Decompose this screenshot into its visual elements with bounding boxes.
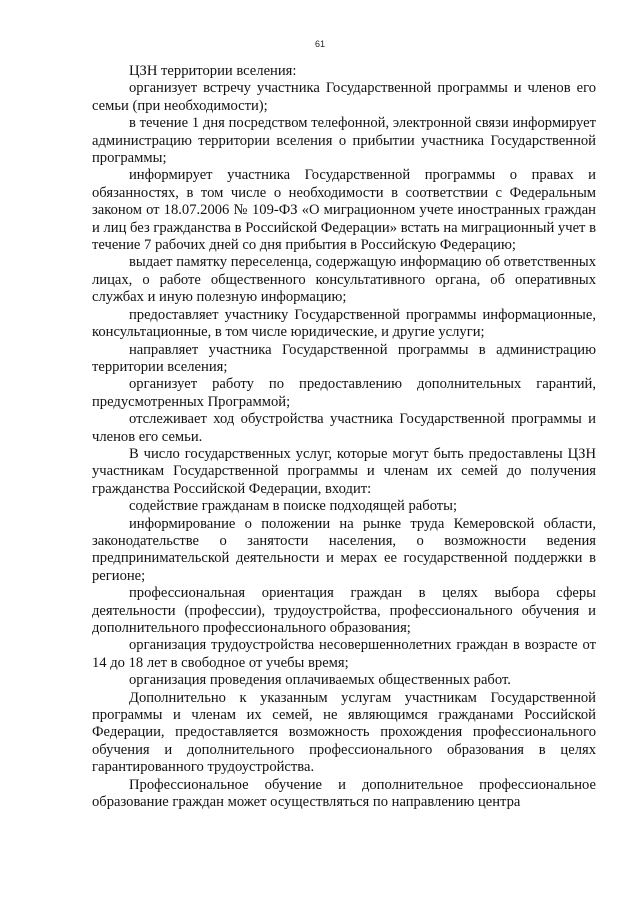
document-body bbox=[92, 63, 596, 811]
paragraph: организация проведения оплачиваемых общественных работ. bbox=[129, 672, 511, 689]
paragraph: отслеживает ход обустройства участника Государственной программы и членов его семьи. bbox=[92, 411, 596, 445]
paragraph: В число государственных услуг, которые могут быть предоставлены ЦЗН участникам Государственной программы и членам их семей до получения гражданства Российской Федерации, входит: bbox=[92, 445, 596, 497]
paragraph: организует встречу участника Государственной программы и членов его семьи (при необходимости); bbox=[92, 80, 596, 114]
paragraph: выдает памятку переселенца, содержащую информацию об ответственных лицах, о работе общественного консультативного органа, об оперативных службах и иную полезную информацию; bbox=[92, 254, 596, 306]
paragraph: предоставляет участнику Государственной программы информационные, консультационные, в том числе юридические, и другие услуги; bbox=[92, 306, 596, 341]
paragraph: ЦЗН территории вселения: bbox=[129, 63, 297, 79]
paragraph: Профессиональное обучение и дополнительное профессиональное образование граждан может осуществляться по направлению центра bbox=[92, 776, 596, 811]
paragraph: Дополнительно к указанным услугам участникам Государственной программы и членам их семей, не являющимся гражданами Российской Федерации, предоставляется возможность прохождения профессионального обучения и дополнительного профессионального образования в целях гарантированного трудоустройства. bbox=[92, 689, 596, 776]
paragraph: информирует участника Государственной программы о правах и обязанностях, в том числе о необходимости в соответствии с Федеральным законом от 18.07.2006 № 109-ФЗ «О миграционном учете иностранных граждан и лиц без гражданства в Российской Федерации» встать на миграционный учет в течение 7 рабочих дней со дня прибытия в Российскую Федерацию; bbox=[92, 167, 596, 254]
page-number: 61 bbox=[314, 39, 325, 49]
paragraph: организует работу по предоставлению дополнительных гарантий, предусмотренных Программой; bbox=[92, 376, 596, 410]
paragraph: информирование о положении на рынке труда Кемеровской области, законодательстве о занятости населения, о возможности ведения предпринимательской деятельности и мерах ее государственной поддержки в регионе; bbox=[92, 515, 596, 584]
paragraph: профессиональная ориентация граждан в целях выбора сферы деятельности (профессии), трудоустройства, профессионального обучения и дополнительного профессионального образования; bbox=[92, 585, 596, 636]
paragraph: организация трудоустройства несовершеннолетних граждан в возрасте от 14 до 18 лет в свободное от учебы время; bbox=[92, 637, 596, 671]
paragraph: содействие гражданам в поиске подходящей работы; bbox=[129, 498, 458, 515]
paragraph: направляет участника Государственной программы в администрацию территории вселения; bbox=[92, 341, 596, 375]
paragraph: в течение 1 дня посредством телефонной, электронной связи информирует администрацию территории вселения о прибытии участника Государственной программы; bbox=[92, 115, 596, 167]
